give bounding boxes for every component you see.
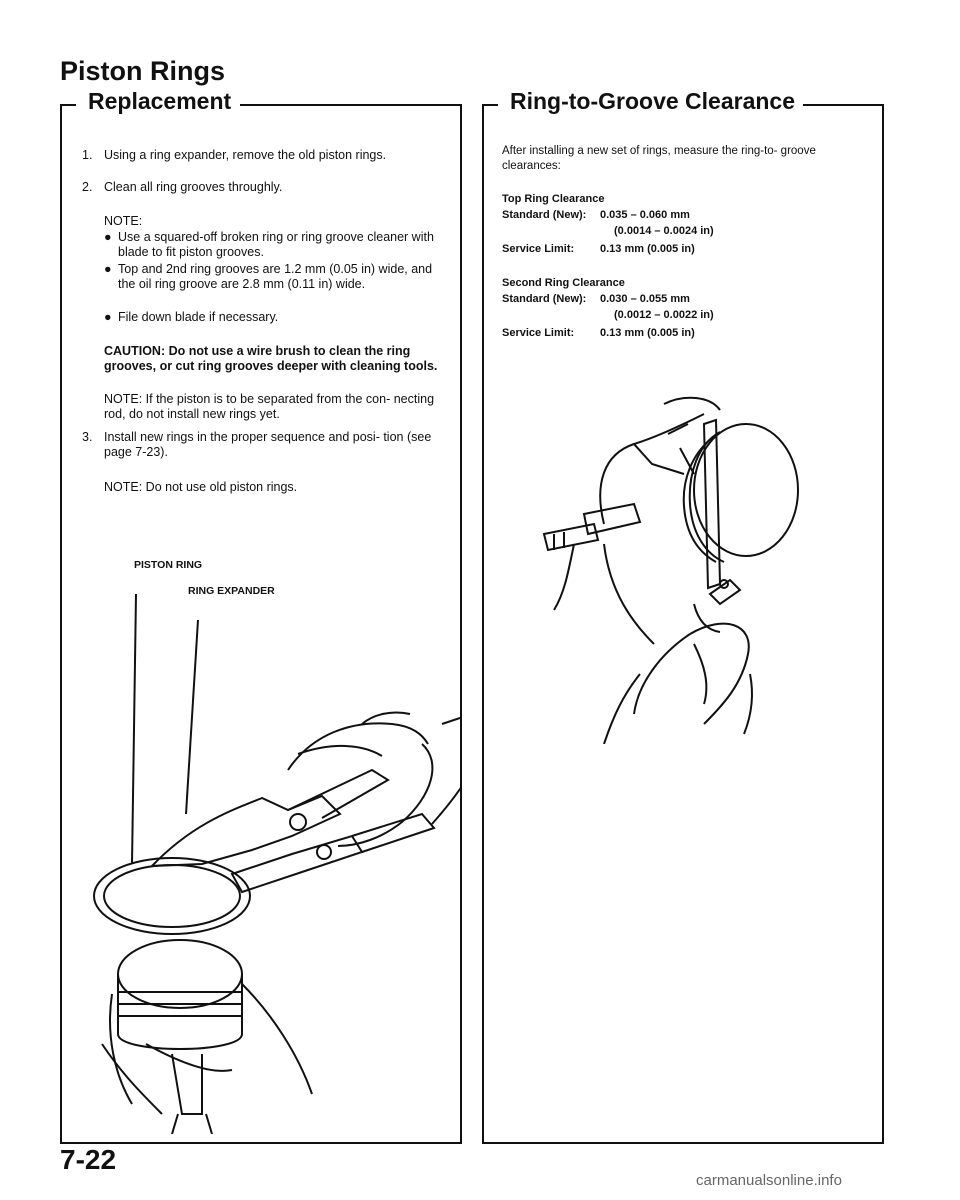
step-text: Using a ring expander, remove the old piston rings. <box>104 148 387 162</box>
second-ring-standard-value: 0.030 – 0.055 mm <box>600 293 690 305</box>
step-number: 1. <box>82 148 93 162</box>
second-ring-standard-label: Standard (New): <box>502 293 587 305</box>
bullet-icon: ● <box>104 230 112 244</box>
ring-expander-label: RING EXPANDER <box>188 585 275 597</box>
panel-border-top <box>484 104 498 106</box>
ring-expander-illustration <box>62 574 462 1134</box>
watermark-text: carmanualsonline.info <box>696 1172 842 1189</box>
intro-text: After installing a new set of rings, measure the ring-to- groove clearances: <box>502 145 816 172</box>
top-ring-standard-label: Standard (New): <box>502 209 587 221</box>
bullet-text: File down blade if necessary. <box>118 310 279 324</box>
second-ring-service-value: 0.13 mm (0.005 in) <box>600 327 695 339</box>
second-ring-title: Second Ring Clearance <box>502 277 625 289</box>
step-text: Clean all ring grooves throughly. <box>104 180 283 194</box>
panel-border-top <box>796 104 884 106</box>
step-number: 2. <box>82 180 93 194</box>
top-ring-service-label: Service Limit: <box>502 243 575 255</box>
bullet-text: Top and 2nd ring grooves are 1.2 mm (0.05 in) wide, and the oil ring groove are 2.8 mm (0.11 in) wide. <box>118 262 433 291</box>
piston-ring-label: PISTON RING <box>134 559 203 571</box>
second-ring-service-label: Service Limit: <box>502 327 575 339</box>
replacement-panel <box>60 88 462 1144</box>
panel-border-top <box>62 104 76 106</box>
page-number: 7-22 <box>60 1144 117 1175</box>
top-ring-service-value: 0.13 mm (0.005 in) <box>600 243 695 255</box>
note-separate-piston: NOTE: If the piston is to be separated from the con- necting rod, do not install new rings yet. <box>104 392 435 421</box>
note-label: NOTE: <box>104 214 143 228</box>
top-ring-standard-value: 0.035 – 0.060 mm <box>600 209 690 221</box>
top-ring-standard-value-in: (0.0014 – 0.0024 in) <box>614 225 714 237</box>
feeler-gauge-illustration <box>484 384 884 744</box>
ring-to-groove-heading: Ring-to-Groove Clearance <box>502 88 803 115</box>
bullet-icon: ● <box>104 262 112 276</box>
bullet-icon: ● <box>104 310 112 324</box>
step-number: 3. <box>82 430 93 444</box>
ring-to-groove-panel <box>482 88 884 1144</box>
caution-text: CAUTION: Do not use a wire brush to clean the ring grooves, or cut ring grooves deeper with cleaning tools. <box>104 344 438 373</box>
panel-border-top <box>240 104 462 106</box>
replacement-heading: Replacement <box>80 88 239 115</box>
second-ring-standard-value-in: (0.0012 – 0.0022 in) <box>614 309 714 321</box>
bullet-text: Use a squared-off broken ring or ring groove cleaner with blade to fit piston grooves. <box>118 230 434 259</box>
note-old-rings: NOTE: Do not use old piston rings. <box>104 480 298 494</box>
step-text: Install new rings in the proper sequence and posi- tion (see page 7-23). <box>104 430 432 459</box>
top-ring-title: Top Ring Clearance <box>502 193 605 205</box>
page-title: Piston Rings <box>60 56 226 86</box>
